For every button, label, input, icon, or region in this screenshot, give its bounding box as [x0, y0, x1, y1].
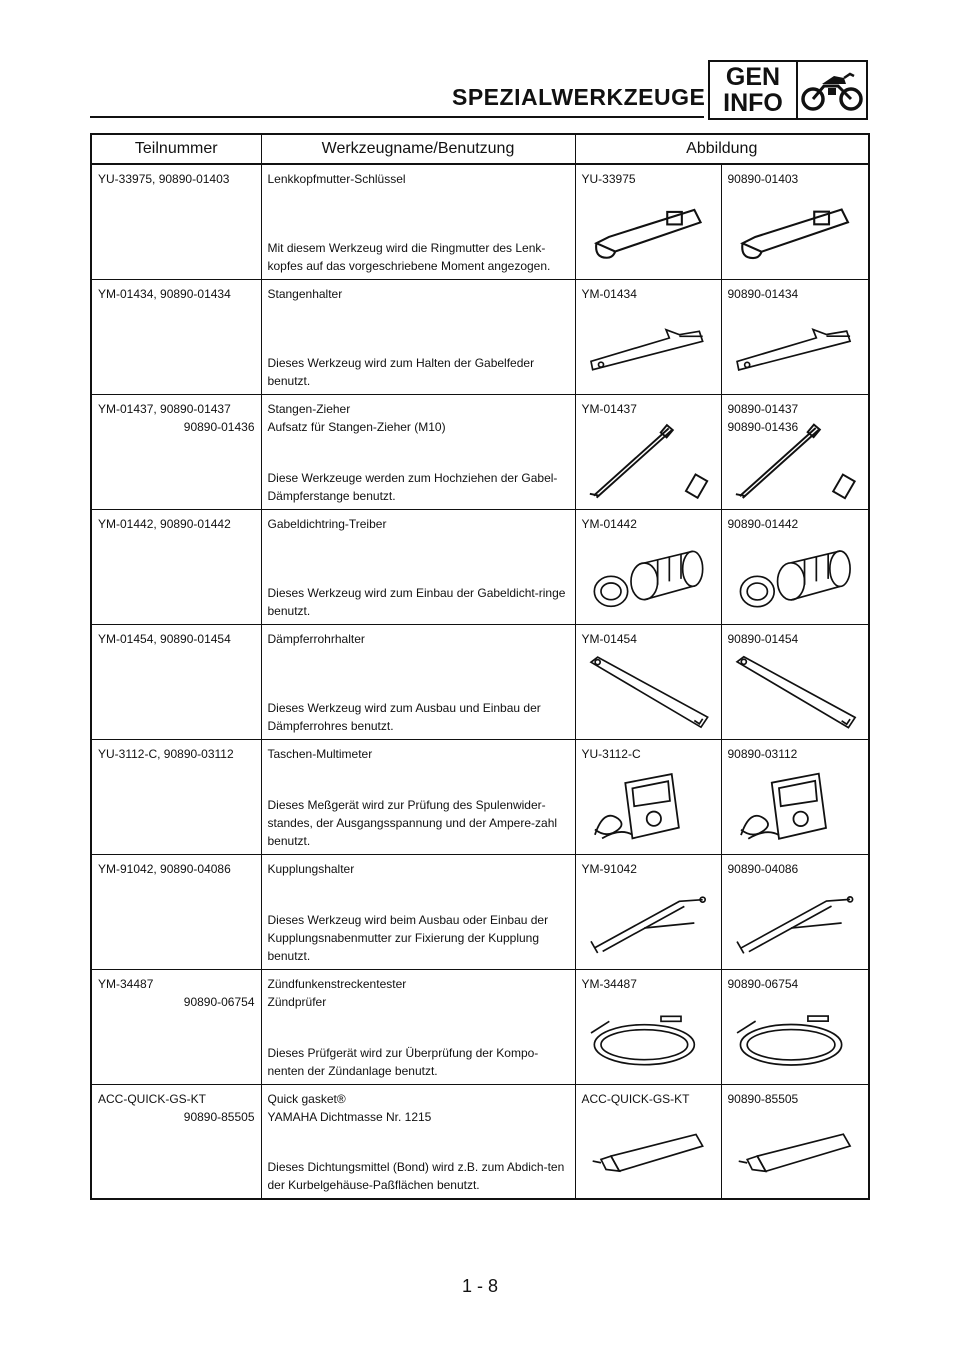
illustration-cell	[575, 1084, 721, 1199]
part-number: ACC-QUICK-GS-KT	[98, 1091, 206, 1106]
tool-description: Dieses Meßgerät wird zur Prüfung des Spulenwider-standes, der Ausgangsspannung und der Ampere-zahl benutzt.	[267, 797, 558, 848]
sealant-tube-icon	[732, 1111, 859, 1195]
illustration-label-secondary: 90890-01436	[727, 419, 799, 434]
tool-description: Dieses Prüfgerät wird zur Überprüfung der Kompo-nenten der Zündanlage benutzt.	[267, 1045, 539, 1078]
tool-description: Dieses Werkzeug wird beim Ausbau oder Einbau der Kupplungsnabenmutter zur Fixierung der Kupplung benutzt.	[267, 912, 549, 963]
part-number-cell	[91, 394, 261, 509]
tool-name-cell	[261, 394, 575, 509]
table-header-row	[91, 134, 869, 164]
tool-description: Mit diesem Werkzeug wird die Ringmutter des Lenk-kopfes auf das vorgeschriebene Moment angezogen.	[267, 240, 551, 273]
spanner-wrench-icon	[732, 191, 859, 275]
illustration-cell	[575, 969, 721, 1084]
part-number: YM-01434, 90890-01434	[98, 286, 231, 301]
tool-description: Dieses Werkzeug wird zum Halten der Gabelfeder benutzt.	[267, 355, 535, 388]
illustration-cell	[575, 854, 721, 969]
part-number: YM-34487	[98, 976, 154, 991]
column-header-part-number: Teilnummer	[91, 134, 261, 164]
section-badge	[708, 60, 868, 120]
illustration-cell	[721, 854, 869, 969]
illustration-label: 90890-01454	[727, 631, 799, 646]
illustration-label: 90890-03112	[727, 746, 798, 761]
badge-text	[710, 62, 798, 118]
table-row	[91, 739, 869, 854]
illustration-label: YU-3112-C	[581, 746, 641, 761]
part-number: YM-01437, 90890-01437	[98, 401, 231, 416]
sealant-tube-icon	[586, 1111, 711, 1195]
illustration-cell	[721, 509, 869, 624]
page-title: SPEZIALWERKZEUGE	[452, 84, 706, 110]
tool-name-cell	[261, 1084, 575, 1199]
illustration-label: 90890-01442	[727, 516, 799, 531]
illustration-label: 90890-06754	[727, 976, 799, 991]
part-number: YM-01442, 90890-01442	[98, 516, 231, 531]
tool-name-cell	[261, 509, 575, 624]
tool-name-secondary: Zündprüfer	[267, 994, 327, 1009]
part-number-cell	[91, 624, 261, 739]
tool-name: Lenkkopfmutter-Schlüssel	[267, 172, 406, 186]
tool-name: Stangen-Zieher	[267, 401, 351, 416]
illustration-cell	[575, 509, 721, 624]
part-number-cell	[91, 509, 261, 624]
illustration-cell	[721, 1084, 869, 1199]
illustration-cell	[721, 739, 869, 854]
tool-name-cell	[261, 164, 575, 279]
multimeter-icon	[586, 766, 711, 850]
tool-name: Stangenhalter	[267, 286, 343, 301]
illustration-label: YM-01434	[581, 286, 637, 301]
seal-driver-icon	[586, 536, 711, 620]
tool-description: Dieses Dichtungsmittel (Bond) wird z.B. zum Abdich-ten der Kurbelgehäuse-Paßflächen benutzt.	[267, 1160, 565, 1192]
illustration-cell	[721, 624, 869, 739]
column-header-tool-name: Werkzeugname/Benutzung	[261, 134, 575, 164]
part-number-cell	[91, 854, 261, 969]
illustration-label: YM-01454	[581, 631, 637, 646]
rod-puller-icon	[732, 421, 859, 505]
illustration-cell	[721, 164, 869, 279]
damper-rod-holder-icon	[586, 651, 711, 735]
damper-rod-holder-icon	[732, 651, 859, 735]
multimeter-icon	[732, 766, 859, 850]
illustration-cell	[721, 279, 869, 394]
illustration-label: 90890-85505	[727, 1091, 799, 1106]
tool-description: Dieses Werkzeug wird zum Ausbau und Einbau der Dämpferrohres benutzt.	[267, 700, 541, 733]
header-divider	[90, 116, 704, 118]
spark-tester-icon	[732, 996, 859, 1080]
part-number-cell	[91, 279, 261, 394]
illustration-cell	[575, 394, 721, 509]
part-number: YM-91042, 90890-04086	[98, 861, 231, 876]
rod-puller-icon	[586, 421, 711, 505]
tool-name-cell	[261, 739, 575, 854]
table-row	[91, 624, 869, 739]
illustration-cell	[575, 279, 721, 394]
illustration-label: 90890-04086	[727, 861, 799, 876]
part-number: YM-01454, 90890-01454	[98, 631, 231, 646]
table-row	[91, 164, 869, 279]
illustration-cell	[721, 394, 869, 509]
part-number-secondary: 90890-85505	[183, 1109, 255, 1124]
part-number: YU-3112-C, 90890-03112	[98, 746, 234, 761]
tool-name: Zündfunkenstreckentester	[267, 976, 407, 991]
table-row	[91, 279, 869, 394]
illustration-label: YM-01442	[581, 516, 637, 531]
tool-name: Taschen-Multimeter	[267, 746, 373, 761]
clutch-holder-icon	[586, 881, 711, 965]
tool-name-cell	[261, 624, 575, 739]
column-header-illustration: Abbildung	[575, 134, 869, 164]
page-number: 1 - 8	[461, 1276, 499, 1296]
badge-line-1: GEN	[725, 63, 781, 91]
part-number-secondary: 90890-06754	[183, 994, 255, 1009]
tool-name: Kupplungshalter	[267, 861, 355, 876]
badge-line-2: INFO	[723, 89, 783, 117]
clutch-holder-icon	[732, 881, 859, 965]
part-number-cell	[91, 739, 261, 854]
tool-name-cell	[261, 854, 575, 969]
rod-holder-icon	[732, 306, 859, 390]
part-number-cell	[91, 969, 261, 1084]
illustration-label: YM-34487	[581, 976, 637, 991]
table-row	[91, 394, 869, 509]
special-tools-table	[90, 133, 870, 1200]
illustration-label: ACC-QUICK-GS-KT	[581, 1091, 690, 1106]
tool-name: Gabeldichtring-Treiber	[267, 516, 387, 531]
part-number-cell	[91, 1084, 261, 1199]
table-row	[91, 1084, 869, 1199]
tool-name: Quick gasket®	[267, 1091, 346, 1106]
table-row	[91, 854, 869, 969]
table-row	[91, 509, 869, 624]
illustration-cell	[575, 624, 721, 739]
tool-name-cell	[261, 279, 575, 394]
tool-name: Dämpferrohrhalter	[267, 631, 365, 646]
illustration-label: YM-91042	[581, 861, 637, 876]
motorcycle-icon	[798, 62, 866, 118]
illustration-label: YU-33975	[581, 172, 636, 186]
part-number: YU-33975, 90890-01403	[98, 172, 230, 186]
rod-holder-icon	[586, 306, 711, 390]
illustration-label: YM-01437	[581, 401, 637, 416]
illustration-label: 90890-01437	[727, 401, 799, 416]
illustration-cell	[575, 164, 721, 279]
tool-description: Dieses Werkzeug wird zum Einbau der Gabeldicht-ringe benutzt.	[267, 585, 566, 618]
spark-tester-icon	[586, 996, 711, 1080]
tool-name-secondary: Aufsatz für Stangen-Zieher (M10)	[267, 419, 446, 434]
tool-name-cell	[261, 969, 575, 1084]
tool-description: Diese Werkzeuge werden zum Hochziehen der Gabel-Dämpferstange benutzt.	[267, 470, 558, 503]
illustration-cell	[575, 739, 721, 854]
tool-name-secondary: YAMAHA Dichtmasse Nr. 1215	[267, 1109, 432, 1124]
seal-driver-icon	[732, 536, 859, 620]
part-number-cell	[91, 164, 261, 279]
illustration-label: 90890-01403	[727, 172, 799, 186]
table-row	[91, 969, 869, 1084]
illustration-cell	[721, 969, 869, 1084]
part-number-secondary: 90890-01436	[183, 419, 255, 434]
spanner-wrench-icon	[586, 191, 711, 275]
illustration-label: 90890-01434	[727, 286, 799, 301]
